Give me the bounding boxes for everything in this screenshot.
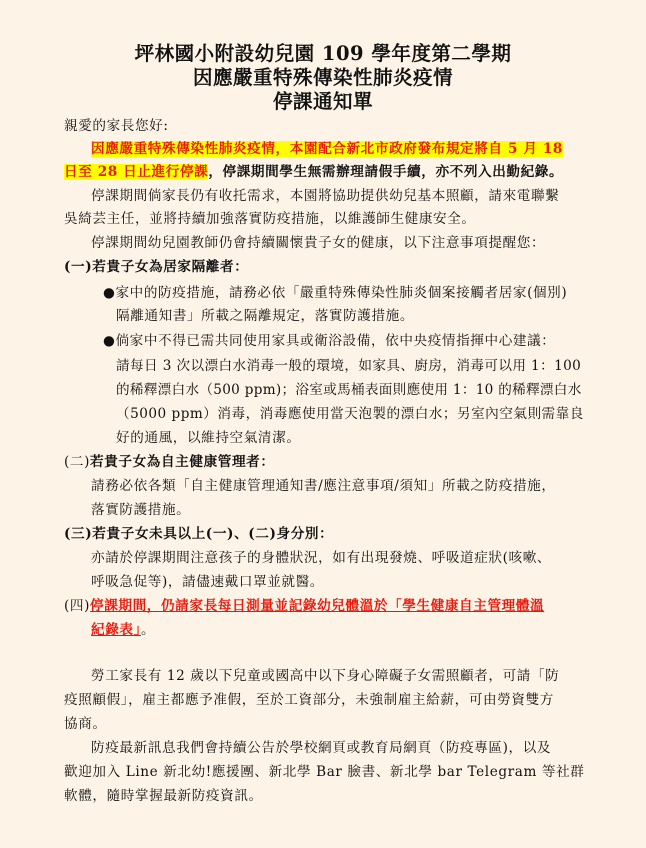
- sec4-line-1: [64, 596, 544, 616]
- sec2-heading-text: 若貴子女為自主健康管理者：: [90, 454, 275, 470]
- news-line-1: 防疫最新訊息我們會持續公告於學校網頁或教育局網頁（防疫專區)，以及: [91, 740, 552, 756]
- intro-red-2: 日至 28 日止進行停課: [64, 164, 209, 180]
- sec4-red-2: 紀錄表」: [91, 622, 141, 638]
- title-notice: 停課通知單: [272, 90, 373, 113]
- sec2-heading: [64, 452, 275, 472]
- sec1-bullet1-line1: ●家中的防疫措施，請務必依「嚴重特殊傳染性肺炎個案接觸者居家(個別): [103, 285, 568, 301]
- sec2-heading-number: (二): [64, 454, 91, 470]
- sec3-heading: (三)若貴子女未具以上(一)、(二)身分別：: [64, 526, 334, 542]
- sec4-line-2: [91, 620, 155, 640]
- news-line-2: 歡迎加入 Line 新北幼!應援團、新北學 Bar 臉書、新北學 bar Telegram 等社群: [64, 764, 585, 780]
- sec3-line-2: 呼吸急促等)，請儘速戴口罩並就醫。: [91, 574, 325, 590]
- para2-line-1: 停課期間幼兒園教師仍會持續關懷貴子女的健康，以下注意事項提醒您：: [91, 235, 546, 251]
- sec1-bullet2-line4: （5000 ppm）消毒，消毒應使用當天泡製的漂白水；另室內空氣則需靠良: [116, 406, 584, 422]
- title-school: 坪林國小附設幼兒園 109 學年度第二學期: [134, 42, 512, 65]
- greeting: 親愛的家長您好:: [64, 118, 169, 134]
- intro-red-1: 因應嚴重特殊傳染性肺炎疫情，本園配合新北市政府發布規定將自 5 月 18: [91, 141, 563, 157]
- sec2-line-2: 落實防護措施。: [91, 502, 191, 518]
- para1-line-1: 停課期間倘家長仍有收托需求，本園將協助提供幼兒基本照顧，請來電聯繫: [91, 188, 560, 204]
- sec4-end: 。: [140, 622, 156, 638]
- sec1-heading: (一)若貴子女為居家隔離者：: [64, 259, 249, 275]
- para1-line-2: 吳綺芸主任，並將持續加強落實防疫措施，以維護師生健康安全。: [64, 211, 476, 227]
- sec1-bullet1-line2: 隔離通知書」所載之隔離規定，落實防護措施。: [116, 308, 415, 324]
- sec1-bullet2-line3: 的稀釋漂白水（500 ppm)；浴室或馬桶表面則應使用 1：10 的稀釋漂白水: [116, 382, 582, 398]
- sec2-line-1: 請務必依各類「自主健康管理通知書/應注意事項/須知」所載之防疫措施，: [91, 478, 556, 494]
- sec1-bullet2-line2: 請每日 3 次以漂白水消毒一般的環境，如家具、廚房，消毒可以用 1：100: [116, 358, 582, 374]
- intro-line-1: [91, 139, 563, 159]
- labor-line-2: 疫照顧假」，雇主都應予准假，至於工資部分，未強制雇主給薪，可由勞資雙方: [64, 692, 554, 708]
- sec1-bullet2-line5: 好的通風，以維持空氣清潔。: [116, 430, 301, 446]
- sec3-line-1: 亦請於停課期間注意孩子的身體狀況，如有出現發燒、呼吸道症狀(咳嗽、: [91, 550, 552, 566]
- intro-bold-2: ，停課期間學生無需辦理請假手續，亦不列入出勤紀錄。: [208, 164, 564, 180]
- title-epidemic: 因應嚴重特殊傳染性肺炎疫情: [192, 66, 453, 89]
- labor-line-1: 勞工家長有 12 歲以下兒童或國高中以下身心障礙子女需照顧者，可請「防: [91, 668, 560, 684]
- sec1-bullet2-line1: ●倘家中不得已需共同使用家具或衛浴設備，依中央疫情指揮中心建議：: [103, 333, 556, 349]
- labor-line-3: 協商。: [64, 716, 107, 732]
- intro-line-2: [64, 162, 563, 182]
- sec4-prefix: (四): [64, 598, 91, 614]
- news-line-3: 軟體，隨時掌握最新防疫資訊。: [64, 788, 263, 804]
- sec4-red-1: 停課期間，仍請家長每日測量並記錄幼兒體溫於「學生健康自主管理體溫: [90, 598, 545, 614]
